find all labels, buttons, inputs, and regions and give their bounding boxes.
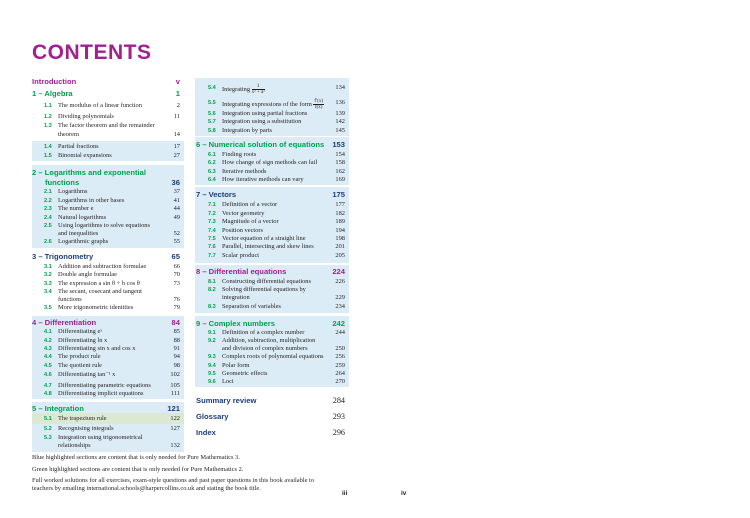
section-title-line2: relationships <box>58 442 91 449</box>
section-title: How iterative methods can vary <box>222 176 304 183</box>
note-worked-solutions-line2: teachers by emailing international.schools@harpercollins.co.uk and stating the book title. <box>32 485 261 492</box>
section-3-3[interactable] <box>44 280 180 288</box>
section-page: 145 <box>335 127 345 134</box>
section-title: The quotient rule <box>58 362 103 369</box>
section-page: 270 <box>335 378 345 385</box>
chapter-8-label: 8 – Differential equations <box>196 267 287 276</box>
section-title: Dividing polynomials <box>58 113 114 120</box>
section-2-2[interactable] <box>44 197 180 205</box>
section-number: 3.3 <box>44 281 52 287</box>
chapter-4-page: 84 <box>171 318 180 327</box>
section-3-5[interactable] <box>44 304 180 312</box>
section-number: 6.1 <box>208 152 216 158</box>
section-number: 2.3 <box>44 206 52 212</box>
section-page: 182 <box>335 210 345 217</box>
section-page: 194 <box>335 227 345 234</box>
section-page: 105 <box>170 382 180 389</box>
section-page: 11 <box>173 113 180 120</box>
section-page: 79 <box>173 304 180 311</box>
section-page: 88 <box>173 337 180 344</box>
section-title: Integration using a substitution <box>222 118 302 125</box>
section-title: Scalar product <box>222 252 260 259</box>
section-page: 49 <box>173 214 180 221</box>
section-page: 264 <box>335 370 345 377</box>
section-number: 5.1 <box>44 416 52 422</box>
note-green-highlight: Green highlighted sections are content that is only needed for Pure Mathematics 2. <box>32 466 244 473</box>
section-title: Integration using partial fractions <box>222 110 308 117</box>
chapter-5-label: 5 – Integration <box>32 404 84 413</box>
chapter-4-label: 4 – Differentiation <box>32 318 97 327</box>
section-title: Polar form <box>222 362 250 369</box>
section-6-3[interactable] <box>208 168 345 176</box>
section-number: 7.3 <box>208 219 216 225</box>
section-number: 7.6 <box>208 244 216 250</box>
section-number: 4.6 <box>44 372 52 378</box>
section-page: 111 <box>170 390 180 397</box>
section-number: 3.2 <box>44 272 52 278</box>
chapter-7-page: 175 <box>332 190 345 199</box>
section-title-line2: functions <box>58 296 82 303</box>
chapter-7-label: 7 – Vectors <box>196 190 237 199</box>
intro-label: Introduction <box>32 77 77 86</box>
section-number: 9.1 <box>208 330 216 336</box>
section-number: 1.5 <box>44 153 52 159</box>
section-8-3[interactable] <box>208 303 345 311</box>
section-title: The product rule <box>58 353 101 360</box>
section-7-6[interactable] <box>208 243 345 251</box>
summary-review-page: 284 <box>332 396 345 405</box>
section-title-line2: theorem <box>58 131 79 138</box>
section-title-line2: and division of complex numbers <box>222 345 308 352</box>
summary-review-row[interactable] <box>196 396 345 406</box>
section-page: 189 <box>335 218 345 225</box>
index-row[interactable] <box>196 428 345 438</box>
section-page: 177 <box>335 201 345 208</box>
section-number: 7.4 <box>208 228 216 234</box>
section-number: 3.5 <box>44 305 52 311</box>
section-number: 9.4 <box>208 363 216 369</box>
section-6-2[interactable] <box>208 159 345 167</box>
section-page: 73 <box>173 280 180 287</box>
section-title: Addition and subtraction formulae <box>58 263 147 270</box>
section-title: Differentiating tan⁻¹ x <box>58 371 116 378</box>
section-5-6[interactable] <box>208 110 345 118</box>
section-number: 3.1 <box>44 264 52 270</box>
section-page: 44 <box>173 205 180 212</box>
section-7-7[interactable] <box>208 252 345 260</box>
chapter-5-page: 121 <box>167 404 180 413</box>
section-4-8[interactable] <box>44 390 180 398</box>
section-number: 5.6 <box>208 111 216 117</box>
section-page: 70 <box>173 271 180 278</box>
section-title-line2: and inequalities <box>58 230 99 237</box>
section-number: 2.2 <box>44 198 52 204</box>
section-number: 1.3 <box>44 123 52 129</box>
section-page: 14 <box>173 131 180 138</box>
section-4-3[interactable] <box>44 345 180 353</box>
section-6-4[interactable] <box>208 176 345 184</box>
section-number: 8.3 <box>208 304 216 310</box>
summary-review-label: Summary review <box>196 396 257 405</box>
section-page: 127 <box>170 425 180 432</box>
section-title: Natural logarithms <box>58 214 107 221</box>
section-number: 8.1 <box>208 279 216 285</box>
intro-row[interactable] <box>32 77 180 86</box>
section-number: 4.4 <box>44 354 52 360</box>
section-title-line2: integration <box>222 294 250 301</box>
section-5-5[interactable] <box>208 97 345 109</box>
chapter-2-heading[interactable] <box>32 168 180 186</box>
section-page: 158 <box>335 159 345 166</box>
section-number: 9.5 <box>208 371 216 377</box>
chapter-2-label: 2 – Logarithms and exponential <box>32 168 146 177</box>
section-page: 17 <box>173 143 180 150</box>
section-number: 4.5 <box>44 363 52 369</box>
section-page: 52 <box>173 230 180 237</box>
chapter-3-page: 65 <box>171 252 180 261</box>
section-number: 5.2 <box>44 426 52 432</box>
section-1-4[interactable] <box>44 143 180 151</box>
section-title: The number e <box>58 205 94 212</box>
section-number: 5.7 <box>208 119 216 125</box>
section-title: Parallel, intersecting and skew lines <box>222 243 314 250</box>
section-number: 4.8 <box>44 391 52 397</box>
section-2-6[interactable] <box>44 238 180 246</box>
section-9-2[interactable] <box>208 337 345 353</box>
section-number: 1.1 <box>44 103 52 109</box>
section-title: Logarithms in other bases <box>58 197 125 204</box>
section-title: Binomial expansions <box>58 152 112 159</box>
section-title: Position vectors <box>222 227 264 234</box>
section-page: 76 <box>173 296 180 303</box>
section-7-2[interactable] <box>208 210 345 218</box>
section-number: 7.7 <box>208 253 216 259</box>
section-8-2[interactable] <box>208 286 345 302</box>
chapter-2-page: 36 <box>171 178 180 187</box>
section-title: The trapezium rule <box>58 415 107 422</box>
section-title: Iterative methods <box>222 168 267 175</box>
section-title: Double angle formulae <box>58 271 117 278</box>
section-page: 154 <box>335 151 345 158</box>
section-number: 1.4 <box>44 144 52 150</box>
section-page: 132 <box>170 442 180 449</box>
section-number: 6.2 <box>208 160 216 166</box>
section-page: 226 <box>335 278 345 285</box>
section-page: 162 <box>335 168 345 175</box>
section-number: 2.6 <box>44 239 52 245</box>
section-1-5[interactable] <box>44 152 180 160</box>
section-number: 1.2 <box>44 114 52 120</box>
section-page: 201 <box>335 243 345 250</box>
section-7-3[interactable] <box>208 218 345 226</box>
section-title: Logarithmic graphs <box>58 238 109 245</box>
section-number: 4.7 <box>44 383 52 389</box>
section-number: 2.4 <box>44 215 52 221</box>
section-page: 55 <box>173 238 180 245</box>
section-number: 4.2 <box>44 338 52 344</box>
section-number: 9.3 <box>208 354 216 360</box>
section-title: Logarithms <box>58 188 88 195</box>
glossary-row[interactable] <box>196 412 345 422</box>
section-page: 169 <box>335 176 345 183</box>
section-2-4[interactable] <box>44 214 180 222</box>
section-page: 85 <box>173 328 180 335</box>
section-title: The expression a sin θ + b cos θ <box>58 280 140 287</box>
section-page: 250 <box>335 345 345 352</box>
section-title: The factor theorem and the remainder <box>58 122 155 129</box>
section-4-4[interactable] <box>44 353 180 361</box>
section-1-2[interactable] <box>44 113 180 121</box>
section-number: 5.5 <box>208 100 216 106</box>
section-4-7[interactable] <box>44 382 180 390</box>
page-number-right: iv <box>401 490 407 497</box>
chapter-7-heading[interactable] <box>196 190 345 199</box>
fraction: $\frac{1}{\text{x² + a²}}$ <box>251 84 265 95</box>
section-title: The secant, cosecant and tangent <box>58 288 142 295</box>
section-3-4[interactable] <box>44 288 180 304</box>
section-title: Definition of a complex number <box>222 329 305 336</box>
section-number: 3.4 <box>44 289 52 295</box>
chapter-5-heading[interactable] <box>32 404 180 413</box>
section-page: 122 <box>170 415 180 422</box>
section-5-2[interactable] <box>44 425 180 433</box>
chapter-6-heading[interactable] <box>196 140 345 149</box>
section-title: Differentiating parametric equations <box>58 382 151 389</box>
chapter-9-heading[interactable] <box>196 319 345 328</box>
section-title: Constructing differential equations <box>222 278 311 285</box>
chapter-6-page: 153 <box>332 140 345 149</box>
contents-title: CONTENTS <box>32 41 152 64</box>
section-page: 37 <box>173 188 180 195</box>
section-title: Solving differential equations by <box>222 286 306 293</box>
section-page: 102 <box>170 371 180 378</box>
section-number: 9.6 <box>208 379 216 385</box>
chapter-1-label: 1 – Algebra <box>32 89 73 98</box>
section-page: 139 <box>335 110 345 117</box>
section-number: 5.3 <box>44 435 52 441</box>
section-title: How change of sign methods can fail <box>222 159 318 166</box>
section-9-5[interactable] <box>208 370 345 378</box>
chapter-1-page: 1 <box>175 89 180 98</box>
section-2-1[interactable] <box>44 188 180 196</box>
note-worked-solutions: Full worked solutions for all exercises, exam-style questions and past paper questions in this book available to <box>32 477 315 484</box>
section-3-1[interactable] <box>44 263 180 271</box>
section-4-5[interactable] <box>44 362 180 370</box>
section-title: Geometric effects <box>222 370 268 377</box>
section-page: 2 <box>176 102 180 109</box>
index-label: Index <box>196 428 216 437</box>
section-title: Vector geometry <box>222 210 265 217</box>
section-7-5[interactable] <box>208 235 345 243</box>
chapter-9-label: 9 – Complex numbers <box>196 319 275 328</box>
section-page: 244 <box>335 329 345 336</box>
section-7-1[interactable] <box>208 201 345 209</box>
chapter-9-page: 242 <box>332 319 345 328</box>
section-4-2[interactable] <box>44 337 180 345</box>
section-title: Differentiating sin x and cos x <box>58 345 136 352</box>
section-title: Complex roots of polynomial equations <box>222 353 324 360</box>
section-number: 7.5 <box>208 236 216 242</box>
section-9-4[interactable] <box>208 362 345 370</box>
chapter-8-page: 224 <box>332 267 345 276</box>
section-1-1[interactable] <box>44 102 180 110</box>
section-title: Integration using trigonometrical <box>58 434 143 441</box>
section-title: Loci <box>222 378 234 385</box>
section-title: Addition, subtraction, multiplication <box>222 337 316 344</box>
section-number: 7.2 <box>208 211 216 217</box>
section-title: Differentiating implicit equations <box>58 390 144 397</box>
section-page: 91 <box>173 345 180 352</box>
section-5-7[interactable] <box>208 118 345 126</box>
section-number: 2.1 <box>44 189 52 195</box>
section-6-1[interactable] <box>208 151 345 159</box>
section-9-6[interactable] <box>208 378 345 386</box>
chapter-4-heading[interactable] <box>32 318 180 327</box>
section-title: The modulus of a linear function <box>58 102 142 109</box>
section-page: 229 <box>335 294 345 301</box>
section-5-4[interactable] <box>208 82 345 94</box>
section-page: 98 <box>173 362 180 369</box>
section-2-5[interactable] <box>44 222 180 238</box>
section-title: Partial fractions <box>58 143 99 150</box>
section-page: 205 <box>335 252 345 259</box>
note-blue-highlight: Blue highlighted sections are content that is only needed for Pure Mathematics 3. <box>32 454 240 461</box>
section-page: 134 <box>335 84 345 91</box>
section-page: 66 <box>173 263 180 270</box>
section-title: Using logarithms to solve equations <box>58 222 150 229</box>
chapter-3-heading[interactable] <box>32 252 180 261</box>
section-number: 2.5 <box>44 223 52 229</box>
section-5-8[interactable] <box>208 127 345 135</box>
section-4-1[interactable] <box>44 328 180 336</box>
section-page: 259 <box>335 362 345 369</box>
section-1-3[interactable] <box>44 122 180 138</box>
section-number: 8.2 <box>208 287 216 293</box>
chapter-3-label: 3 – Trigonometry <box>32 252 94 261</box>
section-page: 27 <box>173 152 180 159</box>
section-number: 5.4 <box>208 85 216 91</box>
section-title: Magnitude of a vector <box>222 218 279 225</box>
section-3-2[interactable] <box>44 271 180 279</box>
index-page: 296 <box>332 428 345 437</box>
section-number: 4.3 <box>44 346 52 352</box>
section-number: 5.8 <box>208 128 216 134</box>
section-page: 234 <box>335 303 345 310</box>
section-number: 9.2 <box>208 338 216 344</box>
section-4-6[interactable] <box>44 371 180 379</box>
chapter-8-heading[interactable] <box>196 267 345 276</box>
section-5-1[interactable] <box>44 415 180 423</box>
section-page: 142 <box>335 118 345 125</box>
chapter-6-label: 6 – Numerical solution of equations <box>196 140 325 149</box>
chapter-1-heading[interactable] <box>32 89 180 98</box>
section-number: 4.1 <box>44 329 52 335</box>
section-page: 198 <box>335 235 345 242</box>
section-5-3[interactable] <box>44 434 180 450</box>
chapter-2-label-line2: functions <box>45 178 80 187</box>
section-2-3[interactable] <box>44 205 180 213</box>
section-title: Vector equation of a straight line <box>222 235 306 242</box>
section-title: Recognising integrals <box>58 425 114 432</box>
section-title: Integrating $\frac{1}{\text{x² + a²}}$ <box>222 84 265 95</box>
section-9-3[interactable] <box>208 353 345 361</box>
glossary-label: Glossary <box>196 412 229 421</box>
intro-page: v <box>175 77 180 86</box>
glossary-page: 293 <box>332 412 345 421</box>
section-title: Definition of a vector <box>222 201 278 208</box>
fraction: $\frac{f'(x)}{f(x)}$ <box>314 99 324 110</box>
section-page: 136 <box>335 99 345 106</box>
section-title: Integration by parts <box>222 127 273 134</box>
section-8-1[interactable] <box>208 278 345 286</box>
section-7-4[interactable] <box>208 227 345 235</box>
section-title: Separation of variables <box>222 303 281 310</box>
section-number: 7.1 <box>208 202 216 208</box>
section-number: 6.4 <box>208 177 216 183</box>
section-title: Finding roots <box>222 151 257 158</box>
section-title: Differentiating ln x <box>58 337 108 344</box>
section-9-1[interactable] <box>208 329 345 337</box>
section-page: 94 <box>173 353 180 360</box>
section-title: More trigonometric identities <box>58 304 134 311</box>
section-title: Differentiating eˣ <box>58 328 103 335</box>
section-page: 41 <box>173 197 180 204</box>
section-page: 256 <box>335 353 345 360</box>
section-title: Integrating expressions of the form $\frac{f'(x)}{f(x)}$ <box>222 99 324 110</box>
page-number-left: iii <box>342 490 348 497</box>
section-number: 6.3 <box>208 169 216 175</box>
